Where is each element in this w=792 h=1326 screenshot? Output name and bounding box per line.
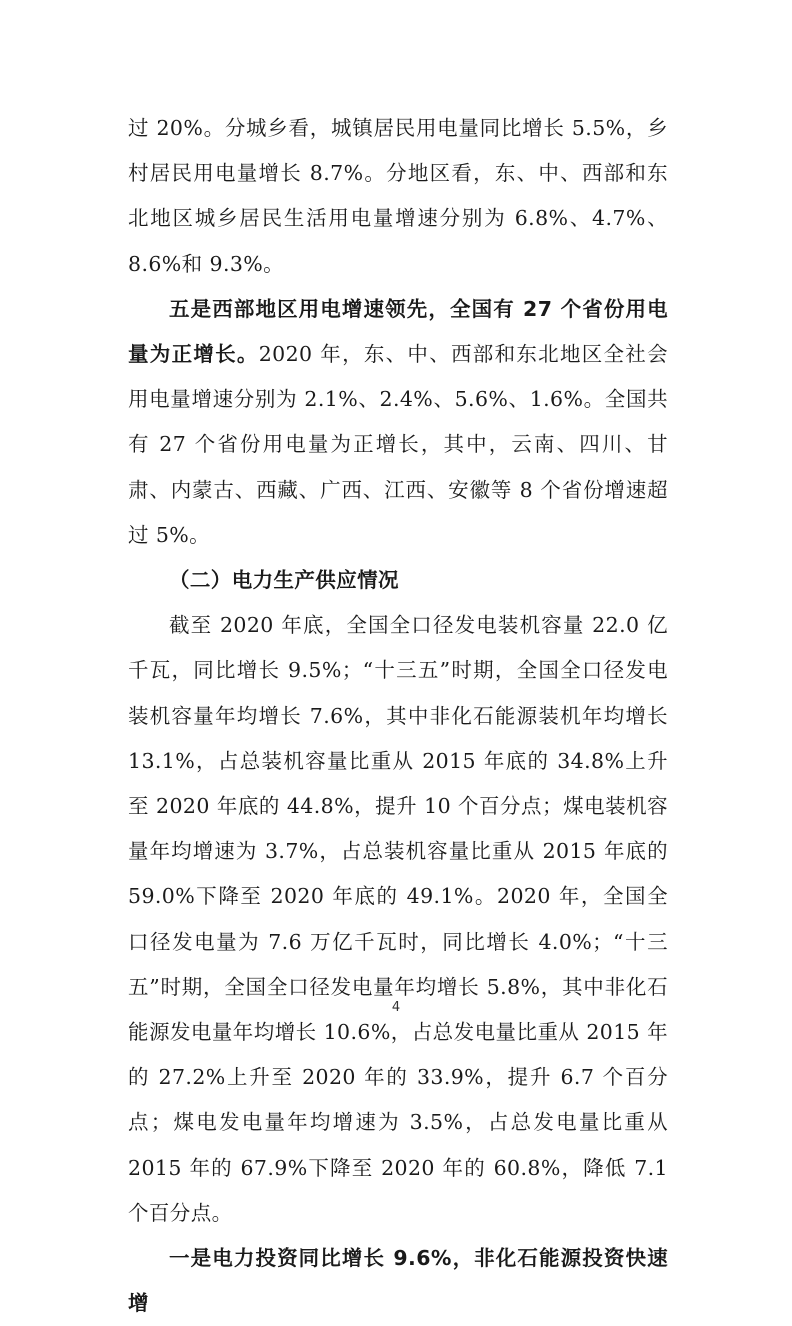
paragraph-lead-investment: 一是电力投资同比增长 9.6%，非化石能源投资快速增: [128, 1246, 668, 1316]
paragraph-regional-growth: [128, 287, 668, 558]
page-number: 4: [391, 1000, 401, 1015]
section-heading-power-supply: （二）电力生产供应情况: [169, 568, 399, 593]
paragraph-investment: [128, 1236, 668, 1326]
paragraph-urban-rural-consumption: 过 20%。分城乡看，城镇居民用电量同比增长 5.5%，乡村居民用电量增长 8.7%。分地区看，东、中、西部和东北地区城乡居民生活用电量增速分别为 6.8%、4.7%、8.6%和 9.3%。: [128, 116, 668, 276]
paragraph-lead-west-region: 五是西部地区用电增速领先，全国有 27 个省份用电量为正增长。: [128, 296, 668, 367]
paragraph-regional-growth-text: 2020 年，东、中、西部和东北地区全社会用电量增速分别为 2.1%、2.4%、5.6%、1.6%。全国共有 27 个省份用电量为正增长，其中，云南、四川、甘肃、内蒙古、西藏、广西、江西、安徽等 8 个省份增速超过 5%。: [128, 342, 668, 547]
paragraph-generation-capacity: 截至 2020 年底，全国全口径发电装机容量 22.0 亿千瓦，同比增长 9.5%；“十三五”时期，全国全口径发电装机容量年均增长 7.6%，其中非化石能源装机年均增长 13.1%，占总装机容量比重从 2015 年底的 34.8%上升至 2020 年底的 44.8%，提升 10 个百分点；煤电装机容量年均增速为 3.7%，占总装机容量比重从 2015 年底的 59.0%下降至 2020 年底的 49.1%。2020 年，全国全口径发电量为 7.6 万亿千瓦时，同比增长 4.0%；“十三五”时期，全国全口径发电量年均增长 5.8%，其中非化石能源发电量年均增长 10.6%，占总发电量比重从 2015 年的 27.2%上升至 2020 年的 33.9%，提升 6.7 个百分点；煤电发电量年均增速为 3.5%，占总发电量比重从 2015 年的 67.9%下降至 2020 年的 60.8%，降低 7.1 个百分点。: [128, 613, 668, 1225]
body-text: [128, 106, 668, 1326]
